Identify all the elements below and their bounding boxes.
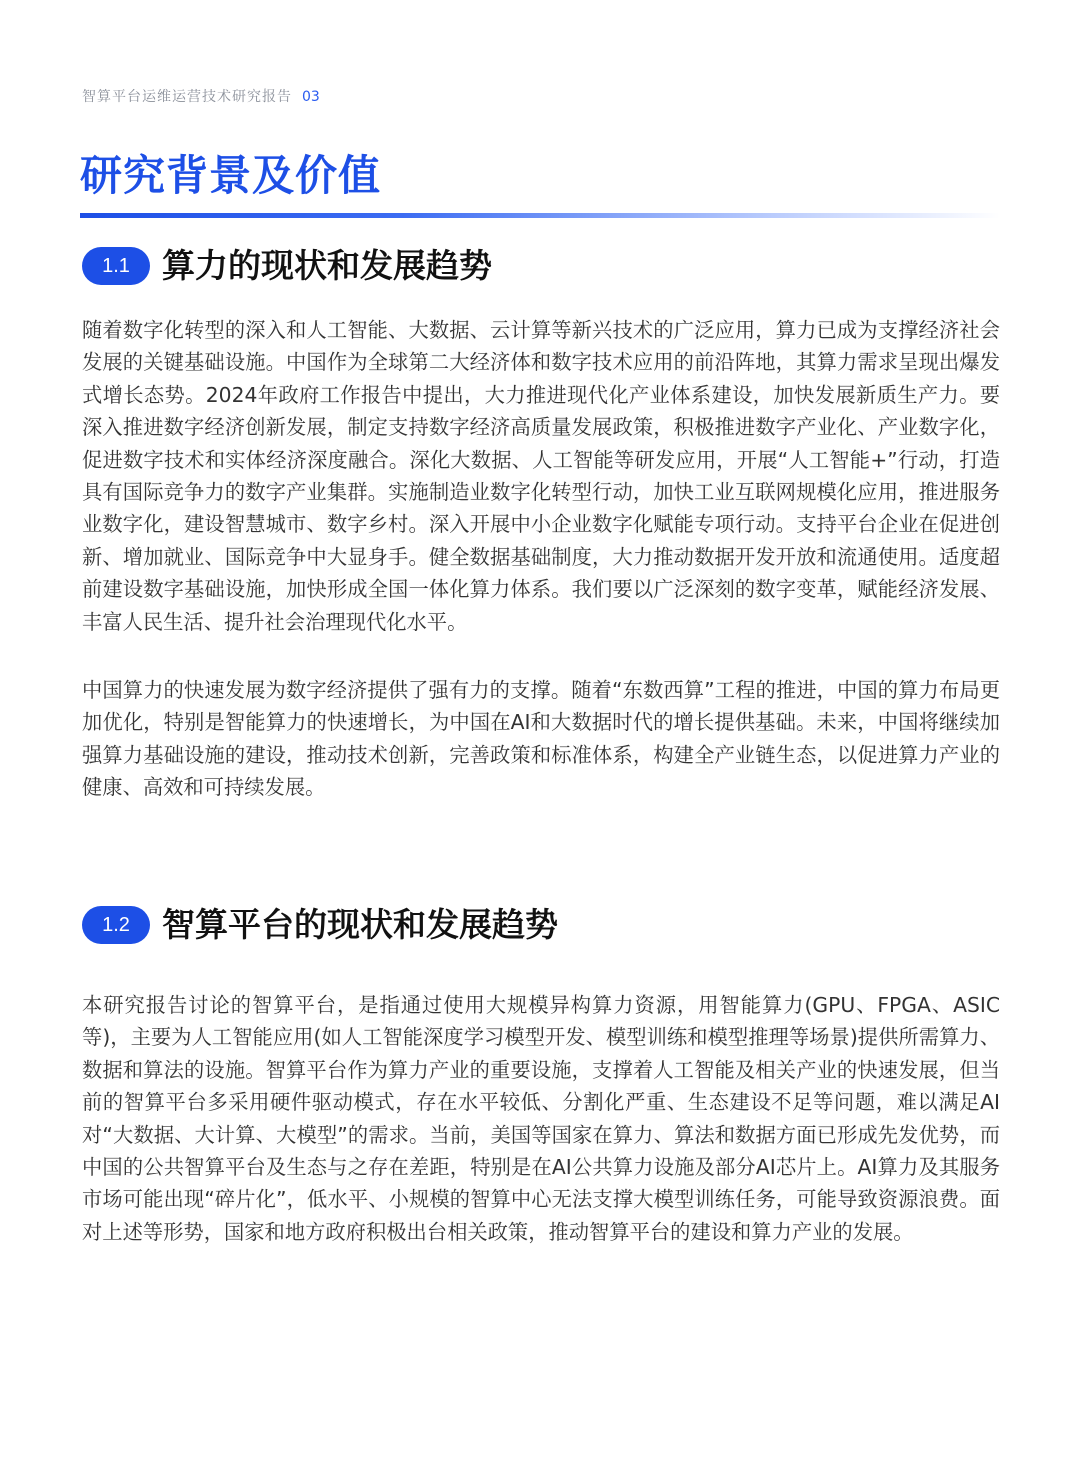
running-header: [82, 86, 320, 106]
page-number: 03: [302, 89, 320, 105]
section-title: 算力的现状和发展趋势: [162, 246, 492, 285]
section-heading-1-2: [82, 902, 558, 948]
body-paragraph: 本研究报告讨论的智算平台，是指通过使用大规模异构算力资源，用智能算力(GPU、FPGA、ASIC等)，主要为人工智能应用(如人工智能深度学习模型开发、模型训练和模型推理等场景)提供所需算力、数据和算法的设施。智算平台作为算力产业的重要设施，支撑着人工智能及相关产业的快速发展，但当前的智算平台多采用硬件驱动模式，存在水平较低、分割化严重、生态建设不足等问题，难以满足AI对“大数据、大计算、大模型”的需求。当前，美国等国家在算力、算法和数据方面已形成先发优势，而中国的公共智算平台及生态与之存在差距，特别是在AI公共算力设施及部分AI芯片上。AI算力及其服务市场可能出现“碎片化”，低水平、小规模的智算中心无法支撑大模型训练任务，可能导致资源浪费。面对上述等形势，国家和地方政府积极出台相关政策，推动智算平台的建设和算力产业的发展。: [82, 993, 1000, 1244]
section-heading-1-1: [82, 243, 492, 289]
report-title: 智算平台运维运营技术研究报告: [82, 89, 292, 105]
chapter-title: 研究背景及价值: [80, 151, 382, 200]
section-title: 智算平台的现状和发展趋势: [162, 905, 558, 944]
title-underline: [80, 213, 1000, 218]
body-paragraph: 随着数字化转型的深入和人工智能、大数据、云计算等新兴技术的广泛应用，算力已成为支撑经济社会发展的关键基础设施。中国作为全球第二大经济体和数字技术应用的前沿阵地，其算力需求呈现出爆发式增长态势。2024年政府工作报告中提出，大力推进现代化产业体系建设，加快发展新质生产力。要深入推进数字经济创新发展，制定支持数字经济高质量发展政策，积极推进数字产业化、产业数字化，促进数字技术和实体经济深度融合。深化大数据、人工智能等研发应用，开展“人工智能+”行动，打造具有国际竞争力的数字产业集群。实施制造业数字化转型行动，加快工业互联网规模化应用，推进服务业数字化，建设智慧城市、数字乡村。深入开展中小企业数字化赋能专项行动。支持平台企业在促进创新、增加就业、国际竞争中大显身手。健全数据基础制度，大力推动数据开发开放和流通使用。适度超前建设数字基础设施，加快形成全国一体化算力体系。我们要以广泛深刻的数字变革，赋能经济发展、丰富人民生活、提升社会治理现代化水平。: [82, 318, 1000, 634]
body-paragraph: 中国算力的快速发展为数字经济提供了强有力的支撑。随着“东数西算”工程的推进，中国的算力布局更加优化，特别是智能算力的快速增长，为中国在AI和大数据时代的增长提供基础。未来，中国将继续加强算力基础设施的建设，推动技术创新，完善政策和标准体系，构建全产业链生态，以促进算力产业的健康、高效和可持续发展。: [82, 678, 1000, 800]
section-number-badge: 1.1: [82, 247, 150, 285]
section-number-badge: 1.2: [82, 906, 150, 944]
